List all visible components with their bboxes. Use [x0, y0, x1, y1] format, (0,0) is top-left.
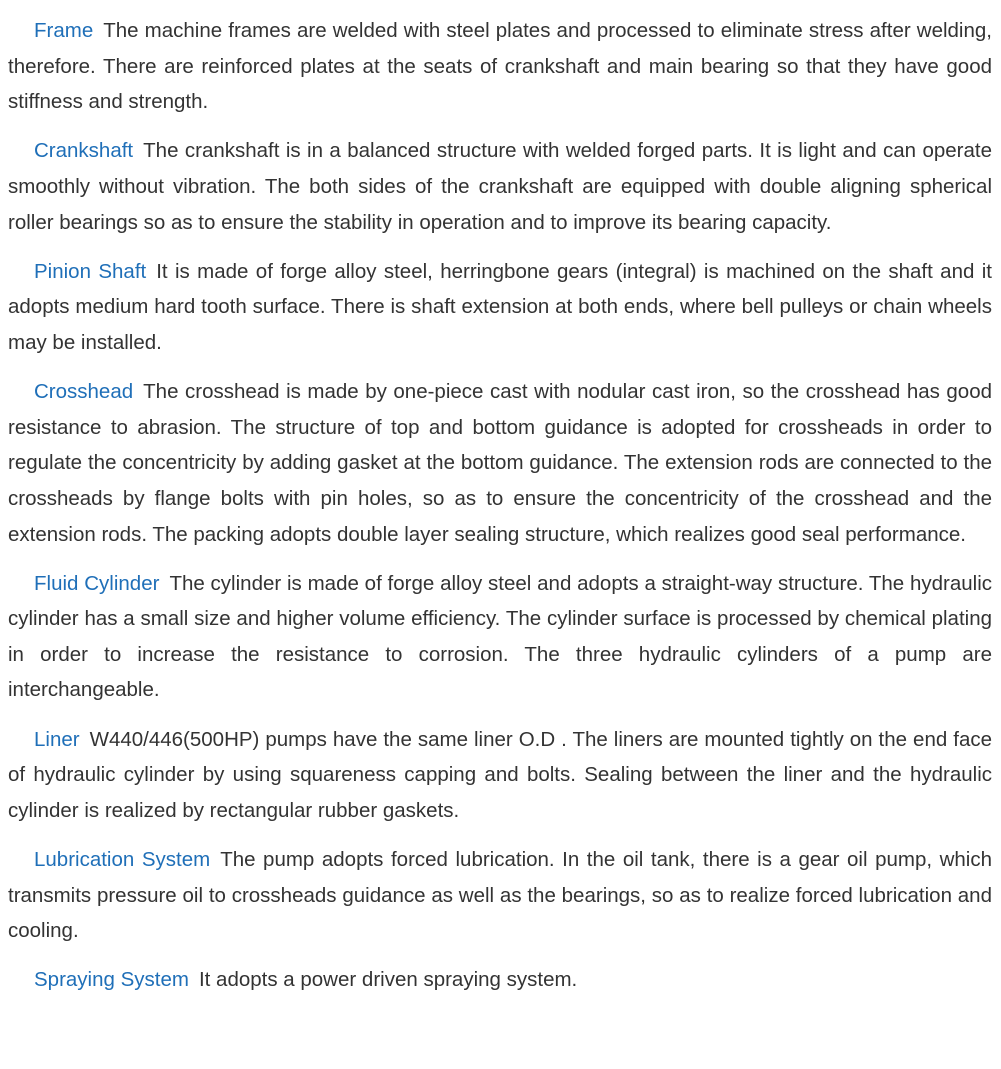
section-term: Lubrication System — [34, 848, 211, 872]
section-lubrication-system — [8, 842, 992, 949]
section-text: W440/446(500HP) pumps have the same liner O.D . The liners are mounted tightly on the end face of hydraulic cylinder by using squareness capping and bolts. Sealing between the liner and the hydraulic cylinder is realized by rectangular rubber gaskets. — [8, 727, 992, 822]
section-text: It adopts a power driven spraying system. — [198, 968, 578, 992]
section-frame — [8, 13, 992, 120]
section-pinion-shaft — [8, 254, 992, 361]
section-text: The pump adopts forced lubrication. In the oil tank, there is a gear oil pump, which transmits pressure oil to crossheads guidance as well as the bearings, so as to realize forced lubrication and cooling. — [8, 848, 992, 943]
section-term: Fluid Cylinder — [34, 571, 160, 595]
section-term: Spraying System — [34, 968, 189, 992]
section-crankshaft — [8, 133, 992, 240]
section-fluid-cylinder — [8, 566, 992, 708]
section-text: The machine frames are welded with steel plates and processed to eliminate stress after welding, therefore. There are reinforced plates at the seats of crankshaft and main bearing so that they have good stiffness and strength. — [8, 19, 992, 114]
section-crosshead — [8, 374, 992, 552]
section-spraying-system — [8, 962, 992, 998]
section-text: The crosshead is made by one-piece cast with nodular cast iron, so the crosshead has good resistance to abrasion. The structure of top and bottom guidance is adopted for crossheads in order to regulate the concentricity by adding gasket at the bottom guidance. The extension rods are connected to the crossheads by flange bolts with pin holes, so as to ensure the concentricity of the crosshead and the extension rods. The packing adopts double layer sealing structure, which realizes good seal performance. — [8, 380, 992, 546]
section-term: Pinion Shaft — [34, 259, 147, 283]
section-term: Crosshead — [34, 380, 134, 404]
section-text: It is made of forge alloy steel, herringbone gears (integral) is machined on the shaft and it adopts medium hard tooth surface. There is shaft extension at both ends, where bell pulleys or chain wheels may be installed. — [8, 259, 992, 354]
section-text: The crankshaft is in a balanced structure with welded forged parts. It is light and can operate smoothly without vibration. The both sides of the crankshaft are equipped with double aligning spherical roller bearings so as to ensure the stability in operation and to improve its bearing capacity. — [8, 139, 992, 234]
section-term: Frame — [34, 19, 94, 42]
section-term: Liner — [34, 727, 80, 751]
section-term: Crankshaft — [34, 139, 134, 163]
section-liner — [8, 722, 992, 829]
section-text: The cylinder is made of forge alloy steel and adopts a straight-way structure. The hydraulic cylinder has a small size and higher volume efficiency. The cylinder surface is processed by chemical plating in order to increase the resistance to corrosion. The three hydraulic cylinders of a pump are interchangeable. — [8, 571, 993, 702]
